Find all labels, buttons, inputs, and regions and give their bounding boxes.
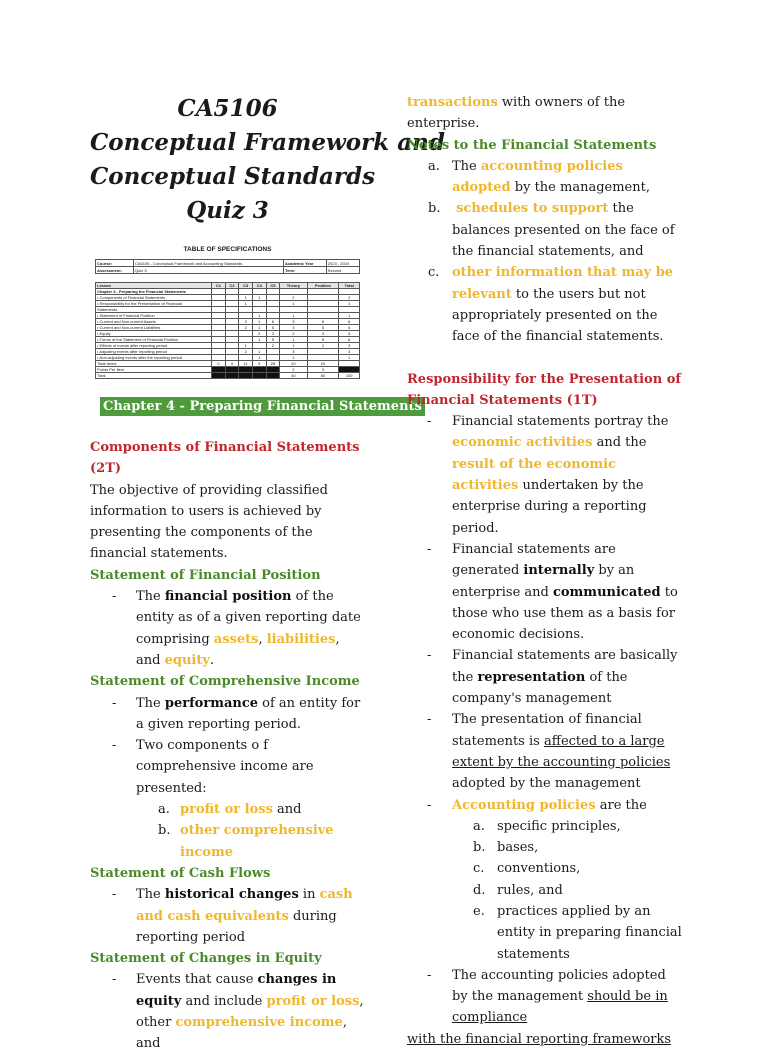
- tos-title: TABLE OF SPECIFICATIONS: [183, 246, 272, 253]
- list-item: - The accounting policies adopted by the management should be in compliance: [427, 967, 668, 1026]
- list-item: - Two components o f comprehensive income are presented:: [112, 738, 314, 796]
- sci-heading: Statement of Comprehensive Income: [90, 674, 360, 690]
- table-row: • Responsibility for the Presentation of Financial 1 1 1: [96, 301, 360, 307]
- list-item: c. conventions,: [473, 861, 581, 877]
- table-row: • Adjusting events after reporting period 2 1 3 3: [96, 349, 360, 355]
- table-row: • Current and Non-current Assets 2 1 6 3 6 6: [96, 319, 360, 325]
- tos-column-header: C5: [266, 283, 280, 289]
- table-row: • Effects of events after reporting period 1 2 1 2 3: [96, 343, 360, 349]
- list-item: - The historical changes in cash and cash equivalents during reporting period: [112, 887, 353, 945]
- list-item: - The financial position of the entity as of a given reporting date comprising assets, liabilities, and equity.: [112, 589, 361, 668]
- chapter-banner: Chapter 4 - Preparing Financial Statements: [100, 397, 425, 416]
- list-item: b. schedules to support the balances presented on the face of the financial statements, and: [428, 201, 675, 260]
- scf-heading: Statement of Cash Flows: [90, 865, 271, 881]
- components-heading: Components of Financial Statements (2T): [90, 440, 360, 477]
- list-item: d. rules, and: [473, 882, 563, 898]
- list-item: a. specific principles,: [473, 818, 621, 834]
- right-column: [407, 92, 682, 1050]
- title-line-2: Conceptual Framework and: [90, 129, 445, 156]
- table-row: • Statement of Financial Position 1 1 1: [96, 313, 360, 319]
- title-course-code: CA5106: [177, 95, 278, 122]
- list-item: - Events that cause changes in equity and include profit or loss, other comprehensive income, and: [112, 972, 364, 1052]
- title-quiz: Quiz 3: [186, 197, 269, 224]
- table-row: Points Per Item 2 3: [96, 367, 360, 373]
- list-item: - The performance of an entity for a given reporting period.: [112, 695, 361, 732]
- list-item: b. other comprehensive income: [158, 823, 334, 860]
- table-row: • Non-adjusting events after the reporting period 1 1 1: [96, 355, 360, 361]
- tos-column-header: C1: [212, 283, 226, 289]
- components-text: The objective of providing classified information to users is achieved by presenting the components of the financial statements.: [90, 482, 328, 562]
- title-line-3: Conceptual Standards: [90, 163, 376, 190]
- tos-column-header: C4: [252, 283, 266, 289]
- tos-meta-row: Course: CA5106 - Conceptual Framework and Accounting Standards Academic Year 2023 - 2024: [96, 260, 360, 267]
- sfp-heading: Statement of Financial Position: [90, 567, 321, 583]
- table-row: Total 40 60 100: [96, 373, 360, 379]
- table-row: • Current and Non-current Liabilities 2 1 5 3 5 6: [96, 325, 360, 331]
- responsibility-heading: Responsibility for the Presentation of Financial Statements (1T): [407, 371, 681, 408]
- list-item: e. practices applied by an entity in preparing financial statements: [473, 903, 682, 962]
- table-row: Chapter 4 - Preparing the Financial Statements: [96, 289, 360, 295]
- table-row: Statements: [96, 307, 360, 313]
- table-row: • Components of Financial Statements 1 1 2 2: [96, 295, 360, 301]
- tos-column-header: Theory: [280, 283, 307, 289]
- list-item: b. bases,: [473, 840, 539, 856]
- list-item: - Financial statements are basically the representation of the company's management: [427, 648, 678, 707]
- tos-column-header: C2: [225, 283, 239, 289]
- list-item: - The presentation of financial statements is affected to a large extent by the accounting policies adopted by the management: [427, 712, 671, 792]
- tos-column-header: Total: [339, 283, 360, 289]
- notes-heading: Notes to the Financial Statements: [407, 137, 657, 153]
- table-row: • Forms of the Statement of Financial Position 1 5 1 5 6: [96, 337, 360, 343]
- table-row: Total Items 0 0 11 9 28 20 20: [96, 361, 360, 367]
- accounting-policies-list: [407, 816, 682, 965]
- compliance-line: with the financial reporting frameworks: [407, 1031, 672, 1047]
- list-item: - Financial statements are generated internally by an enterprise and communicated to those who use them as a basis for economic decisions.: [427, 541, 678, 643]
- list-item: - Accounting policies are the: [427, 797, 647, 813]
- tos-spec-table: [95, 282, 360, 379]
- left-column: [90, 92, 445, 1055]
- page-title: [90, 92, 445, 228]
- list-item: - Financial statements portray the economic activities and the result of the economic activities undertaken by the enterprise during a reporting period.: [427, 414, 669, 536]
- tos-column-header: C3: [239, 283, 253, 289]
- tos-column-header: Problem: [307, 283, 339, 289]
- table-of-specifications: [95, 246, 360, 379]
- tos-meta-table: [95, 259, 360, 274]
- list-item: c. other information that may be relevant to the users but not appropriately presented on the face of the financial statements.: [428, 265, 674, 345]
- continued-text: transactions with owners of the enterprise.: [407, 95, 626, 132]
- list-item: a. The accounting policies adopted by the management,: [428, 158, 650, 196]
- tos-column-header: Lesson: [96, 283, 212, 289]
- sce-heading: Statement of Changes in Equity: [90, 951, 322, 967]
- table-row: • Equity 2 3 2 3 5: [96, 331, 360, 337]
- tos-meta-row: Assessment: Quiz 3 Term Second: [96, 267, 360, 274]
- list-item: a. profit or loss and: [158, 802, 302, 818]
